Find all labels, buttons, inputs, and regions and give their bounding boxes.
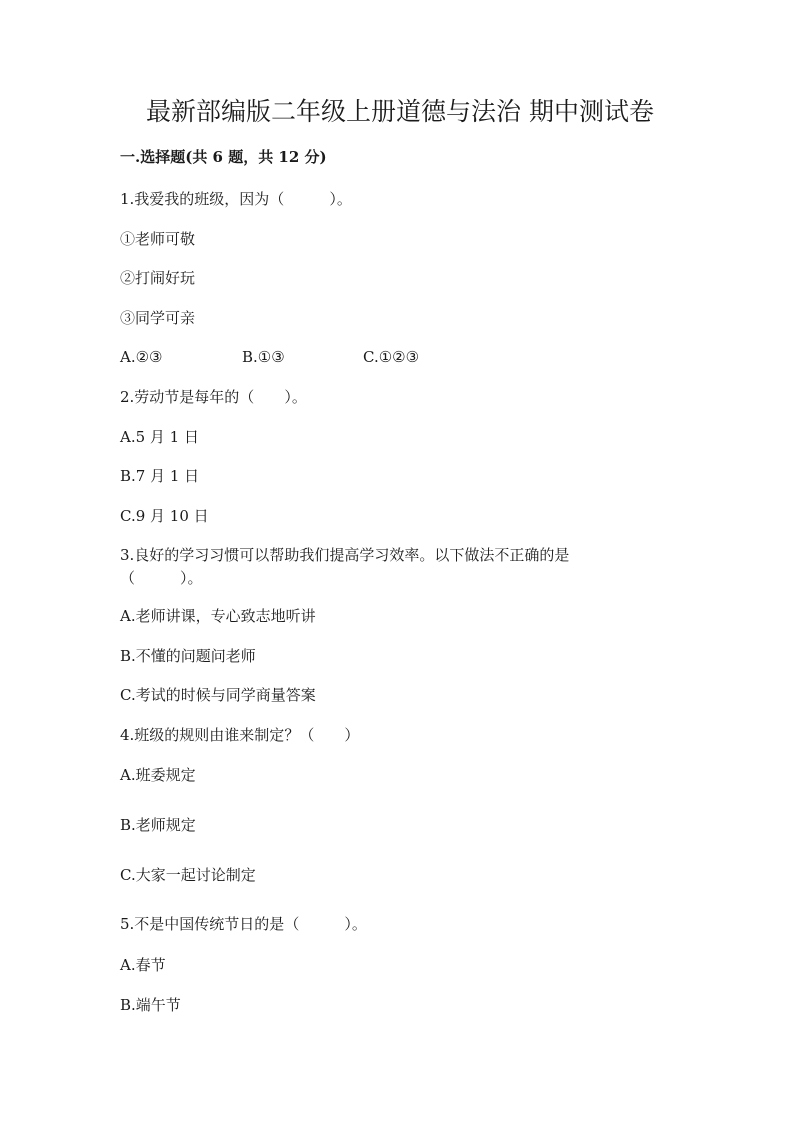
question-4-option-b: B.老师规定 [120,816,196,834]
question-3-stem-line-1: 3.良好的学习习惯可以帮助我们提高学习效率。以下做法不正确的是 [120,546,570,564]
question-2-option-c: C.9 月 10 日 [120,507,209,525]
question-4-option-a: A.班委规定 [120,766,196,784]
question-1-option-c: C.①②③ [363,348,420,366]
section-heading: 一.选择题(共 6 题，共 12 分) [120,148,327,166]
question-1-statement-3: ③同学可亲 [120,309,196,327]
question-1-statement-1: ①老师可敬 [120,230,196,248]
question-1-option-a: A.②③ [120,348,163,366]
question-3-stem-line-2: （ ）。 [120,569,203,587]
question-3-option-a: A.老师讲课，专心致志地听讲 [120,607,316,625]
question-2-option-b: B.7 月 1 日 [120,467,200,485]
question-3-option-b: B.不懂的问题问老师 [120,647,256,665]
question-2-option-a: A.5 月 1 日 [120,428,199,446]
question-3-stem [120,544,569,590]
question-4-option-c: C.大家一起讨论制定 [120,866,256,884]
question-5-option-a: A.春节 [120,956,166,974]
question-4-stem: 4.班级的规则由谁来制定？（ ） [120,726,360,744]
question-2-stem: 2.劳动节是每年的（ ）。 [120,388,307,406]
document-title: 最新部编版二年级上册道德与法治 期中测试卷 [146,97,654,126]
question-5-stem: 5.不是中国传统节日的是（ ）。 [120,915,367,933]
question-5-option-b: B.端午节 [120,996,181,1014]
question-3-option-c: C.考试的时候与同学商量答案 [120,686,316,704]
question-1-stem: 1.我爱我的班级，因为（ ）。 [120,190,352,208]
question-1-option-b: B.①③ [242,348,285,366]
question-1-statement-2: ②打闹好玩 [120,269,196,287]
